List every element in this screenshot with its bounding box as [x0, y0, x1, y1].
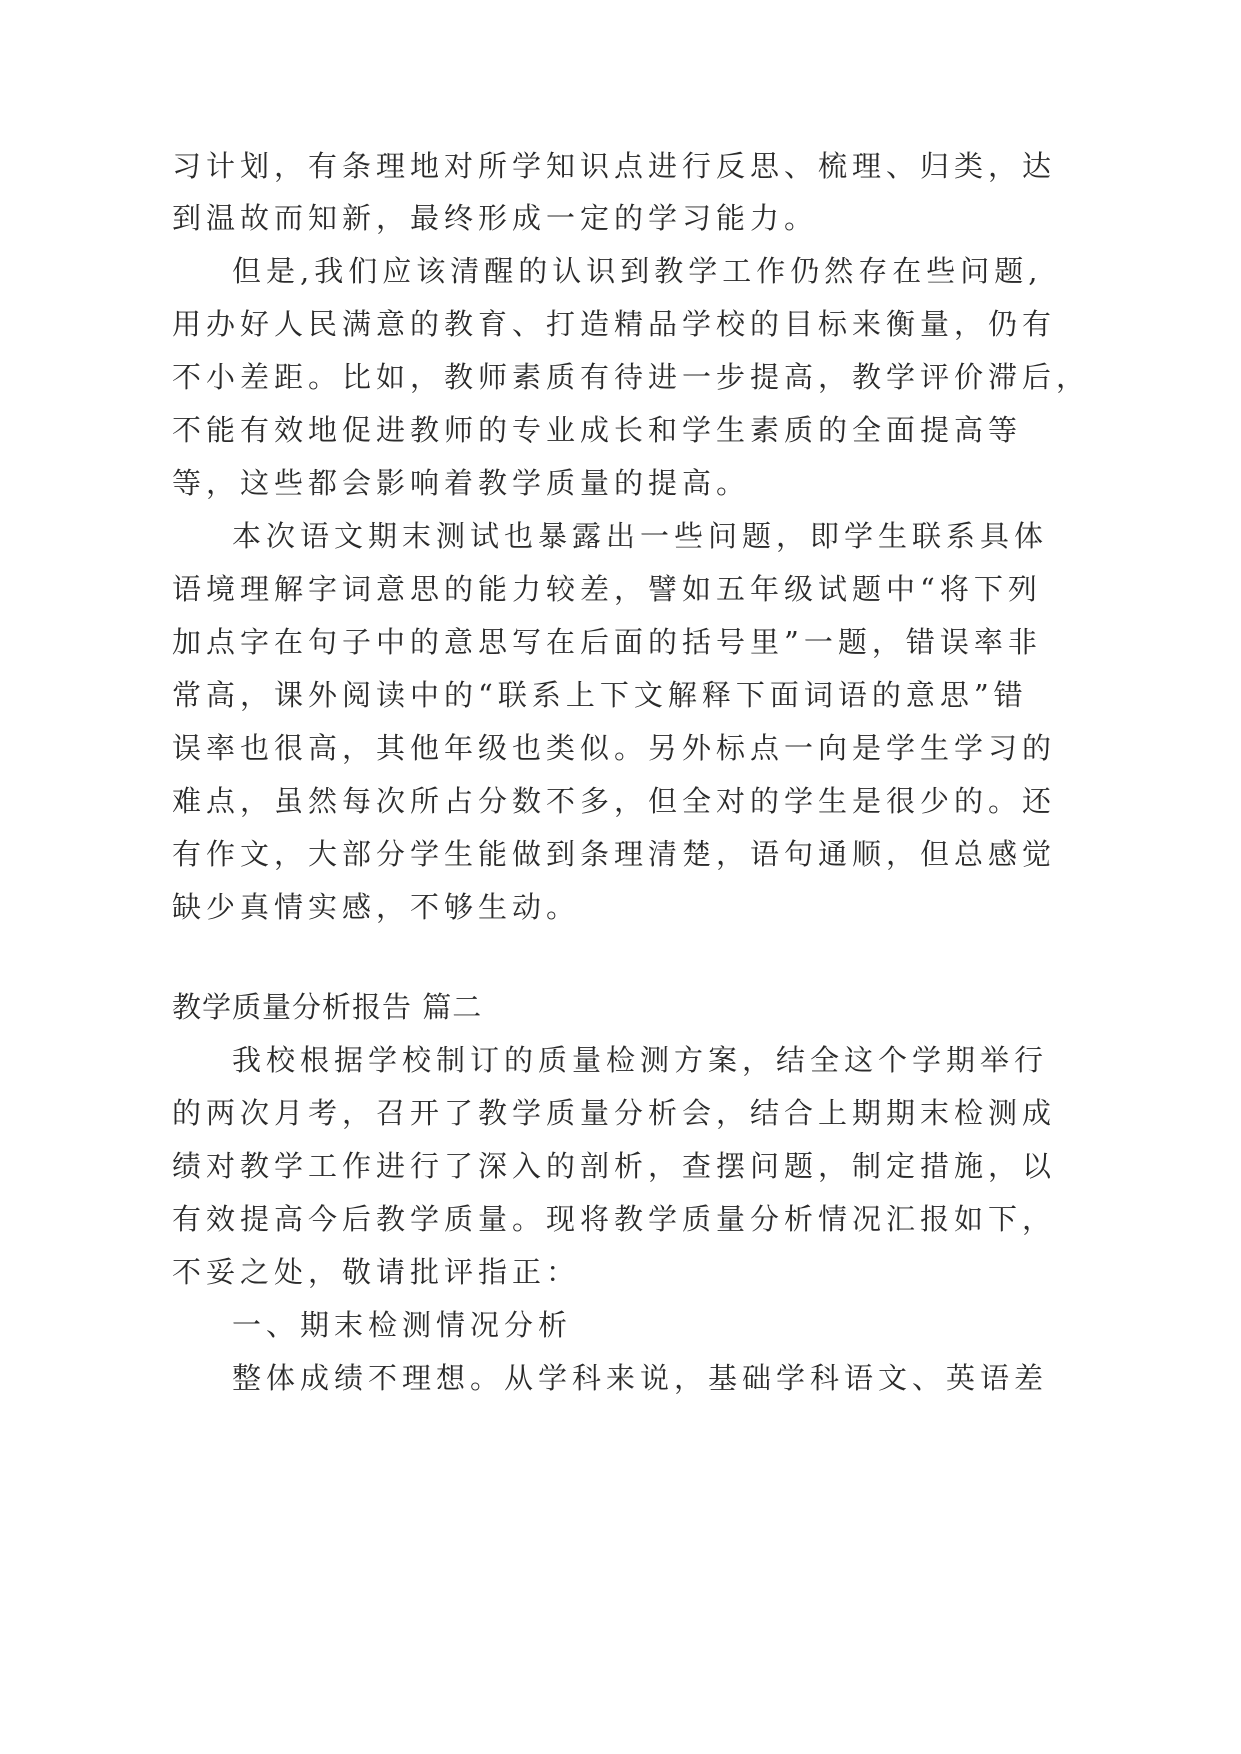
paragraph-line: 语境理解字词意思的能力较差，譬如五年级试题中“将下列 [172, 572, 1042, 606]
paragraph-line: 难点，虽然每次所占分数不多，但全对的学生是很少的。还 [172, 784, 1057, 818]
paragraph-line: 缺少真情实感，不够生动。 [172, 890, 581, 924]
paragraph-line: 绩对教学工作进行了深入的剖析，查摆问题，制定措施，以 [172, 1149, 1057, 1183]
paragraph-line: 不能有效地促进教师的专业成长和学生素质的全面提高等 [172, 413, 1023, 447]
paragraph-line: 不小差距。比如，教师素质有待进一步提高，教学评价滞后， [172, 360, 1091, 394]
paragraph-line: 本次语文期末测试也暴露出一些问题，即学生联系具体 [232, 519, 1049, 553]
paragraph-line: 但是,我们应该清醒的认识到教学工作仍然存在些问题, [232, 254, 1043, 288]
paragraph-line: 有效提高今后教学质量。现将教学质量分析情况汇报如下， [172, 1202, 1057, 1236]
paragraph-line: 到温故而知新，最终形成一定的学习能力。 [172, 201, 819, 235]
paragraph-line: 整体成绩不理想。从学科来说，基础学科语文、英语差 [232, 1361, 1049, 1395]
section-heading: 教学质量分析报告 篇二 [172, 990, 483, 1024]
paragraph-line: 加点字在句子中的意思写在后面的括号里”一题，错误率非 [172, 625, 1042, 659]
paragraph-line: 的两次月考，召开了教学质量分析会，结合上期期末检测成 [172, 1096, 1057, 1130]
paragraph-line: 等，这些都会影响着教学质量的提高。 [172, 466, 751, 500]
subsection-heading: 一、期末检测情况分析 [232, 1308, 573, 1342]
paragraph-line: 用办好人民满意的教育、打造精品学校的目标来衡量，仍有 [172, 307, 1057, 341]
paragraph-line: 误率也很高，其他年级也类似。另外标点一向是学生学习的 [172, 731, 1057, 765]
paragraph-line: 我校根据学校制订的质量检测方案，结全这个学期举行 [232, 1043, 1049, 1077]
paragraph-line: 常高，课外阅读中的“联系上下文解释下面词语的意思”错 [172, 678, 1028, 712]
paragraph-line: 不妥之处，敬请批评指正： [172, 1255, 581, 1289]
paragraph-line: 有作文，大部分学生能做到条理清楚，语句通顺，但总感觉 [172, 837, 1057, 871]
paragraph-line: 习计划，有条理地对所学知识点进行反思、梳理、归类，达 [172, 149, 1057, 183]
